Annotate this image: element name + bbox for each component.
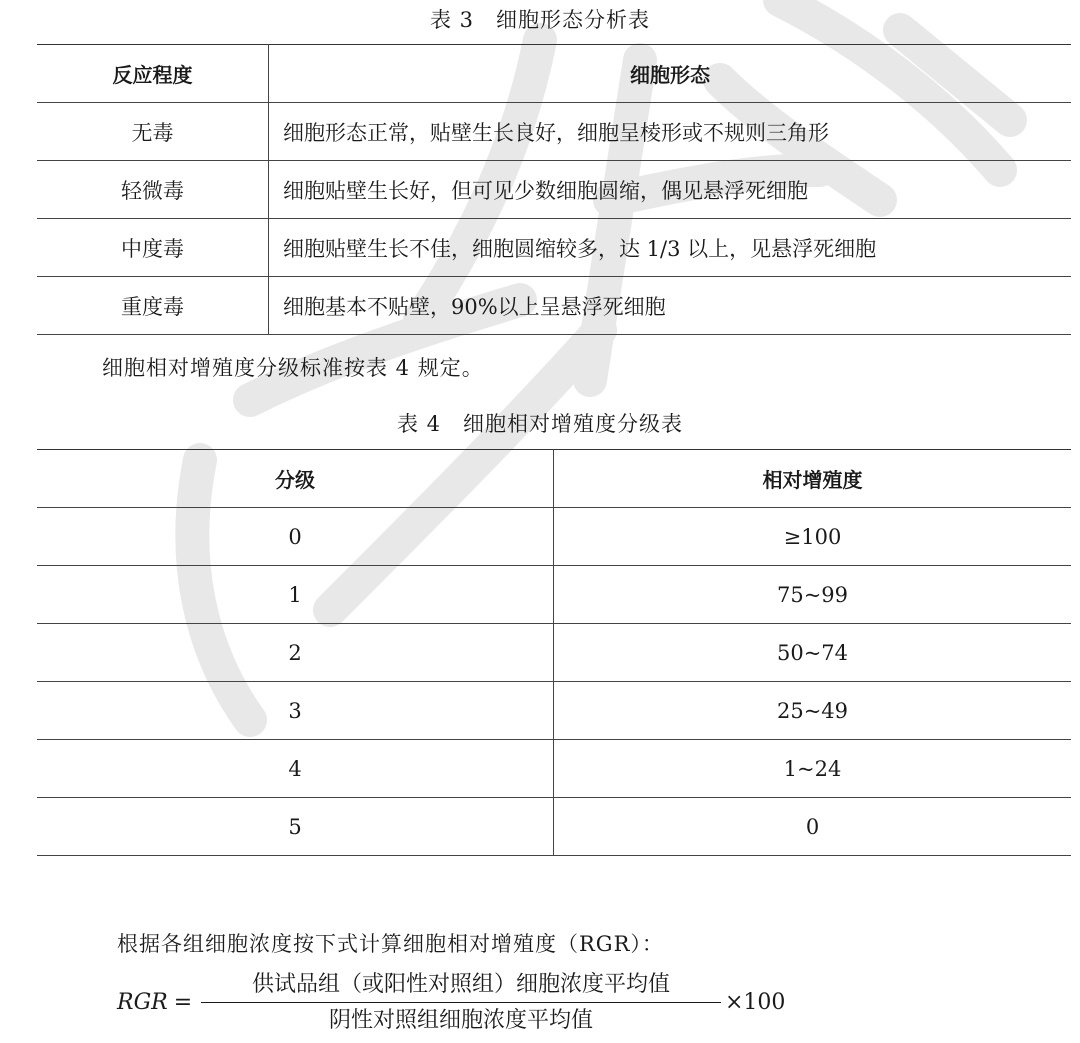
formula-fraction xyxy=(201,968,721,1037)
table-row xyxy=(37,798,1071,856)
formula-multiplier: ×100 xyxy=(725,990,786,1015)
table-header-row xyxy=(37,45,1071,103)
morphology-cell: 细胞贴壁生长不佳，细胞圆缩较多，达 1/3 以上，见悬浮死细胞 xyxy=(269,219,1072,277)
grade-cell: 5 xyxy=(37,798,554,856)
grade-cell: 3 xyxy=(37,682,554,740)
table4-caption: 表 4 细胞相对增殖度分级表 xyxy=(396,412,684,436)
grading-standard-text: 细胞相对增殖度分级标准按表 4 规定。 xyxy=(102,356,484,380)
rgr-calculation-text: 根据各组细胞浓度按下式计算细胞相对增殖度（RGR）： xyxy=(117,932,664,956)
grade-cell: 1 xyxy=(37,566,554,624)
formula-equals: = xyxy=(173,990,193,1015)
reaction-degree-cell: 中度毒 xyxy=(37,219,269,277)
cell-morphology-table xyxy=(37,44,1071,335)
relative-growth-cell: 25~49 xyxy=(554,682,1072,740)
table-row xyxy=(37,103,1071,161)
table-row xyxy=(37,508,1071,566)
grade-cell: 4 xyxy=(37,740,554,798)
morphology-cell: 细胞贴壁生长好，但可见少数细胞圆缩，偶见悬浮死细胞 xyxy=(269,161,1072,219)
relative-growth-cell: 50~74 xyxy=(554,624,1072,682)
header-relative-growth: 相对增殖度 xyxy=(554,450,1072,508)
relative-growth-grading-table xyxy=(37,449,1071,856)
formula-numerator: 供试品组（或阳性对照组）细胞浓度平均值 xyxy=(251,972,670,997)
formula-variable: RGR xyxy=(117,990,168,1015)
grade-cell: 0 xyxy=(37,508,554,566)
morphology-cell: 细胞基本不贴壁，90%以上呈悬浮死细胞 xyxy=(269,277,1072,335)
table3-caption: 表 3 细胞形态分析表 xyxy=(429,8,651,32)
table-row xyxy=(37,566,1071,624)
table-row xyxy=(37,219,1071,277)
relative-growth-cell: 1~24 xyxy=(554,740,1072,798)
formula-denominator: 阴性对照组细胞浓度平均值 xyxy=(328,1008,593,1033)
table-row xyxy=(37,682,1071,740)
table-row xyxy=(37,277,1071,335)
header-cell-morphology: 细胞形态 xyxy=(269,45,1072,103)
table-header-row xyxy=(37,450,1071,508)
relative-growth-cell: ≥100 xyxy=(554,508,1072,566)
relative-growth-cell: 0 xyxy=(554,798,1072,856)
table-row xyxy=(37,624,1071,682)
reaction-degree-cell: 无毒 xyxy=(37,103,269,161)
table-row xyxy=(37,161,1071,219)
grade-cell: 2 xyxy=(37,624,554,682)
morphology-cell: 细胞形态正常，贴壁生长良好，细胞呈棱形或不规则三角形 xyxy=(269,103,1072,161)
header-grade: 分级 xyxy=(37,450,554,508)
formula-lhs xyxy=(117,990,192,1015)
table-row xyxy=(37,740,1071,798)
header-reaction-degree: 反应程度 xyxy=(37,45,269,103)
reaction-degree-cell: 重度毒 xyxy=(37,277,269,335)
reaction-degree-cell: 轻微毒 xyxy=(37,161,269,219)
relative-growth-cell: 75~99 xyxy=(554,566,1072,624)
